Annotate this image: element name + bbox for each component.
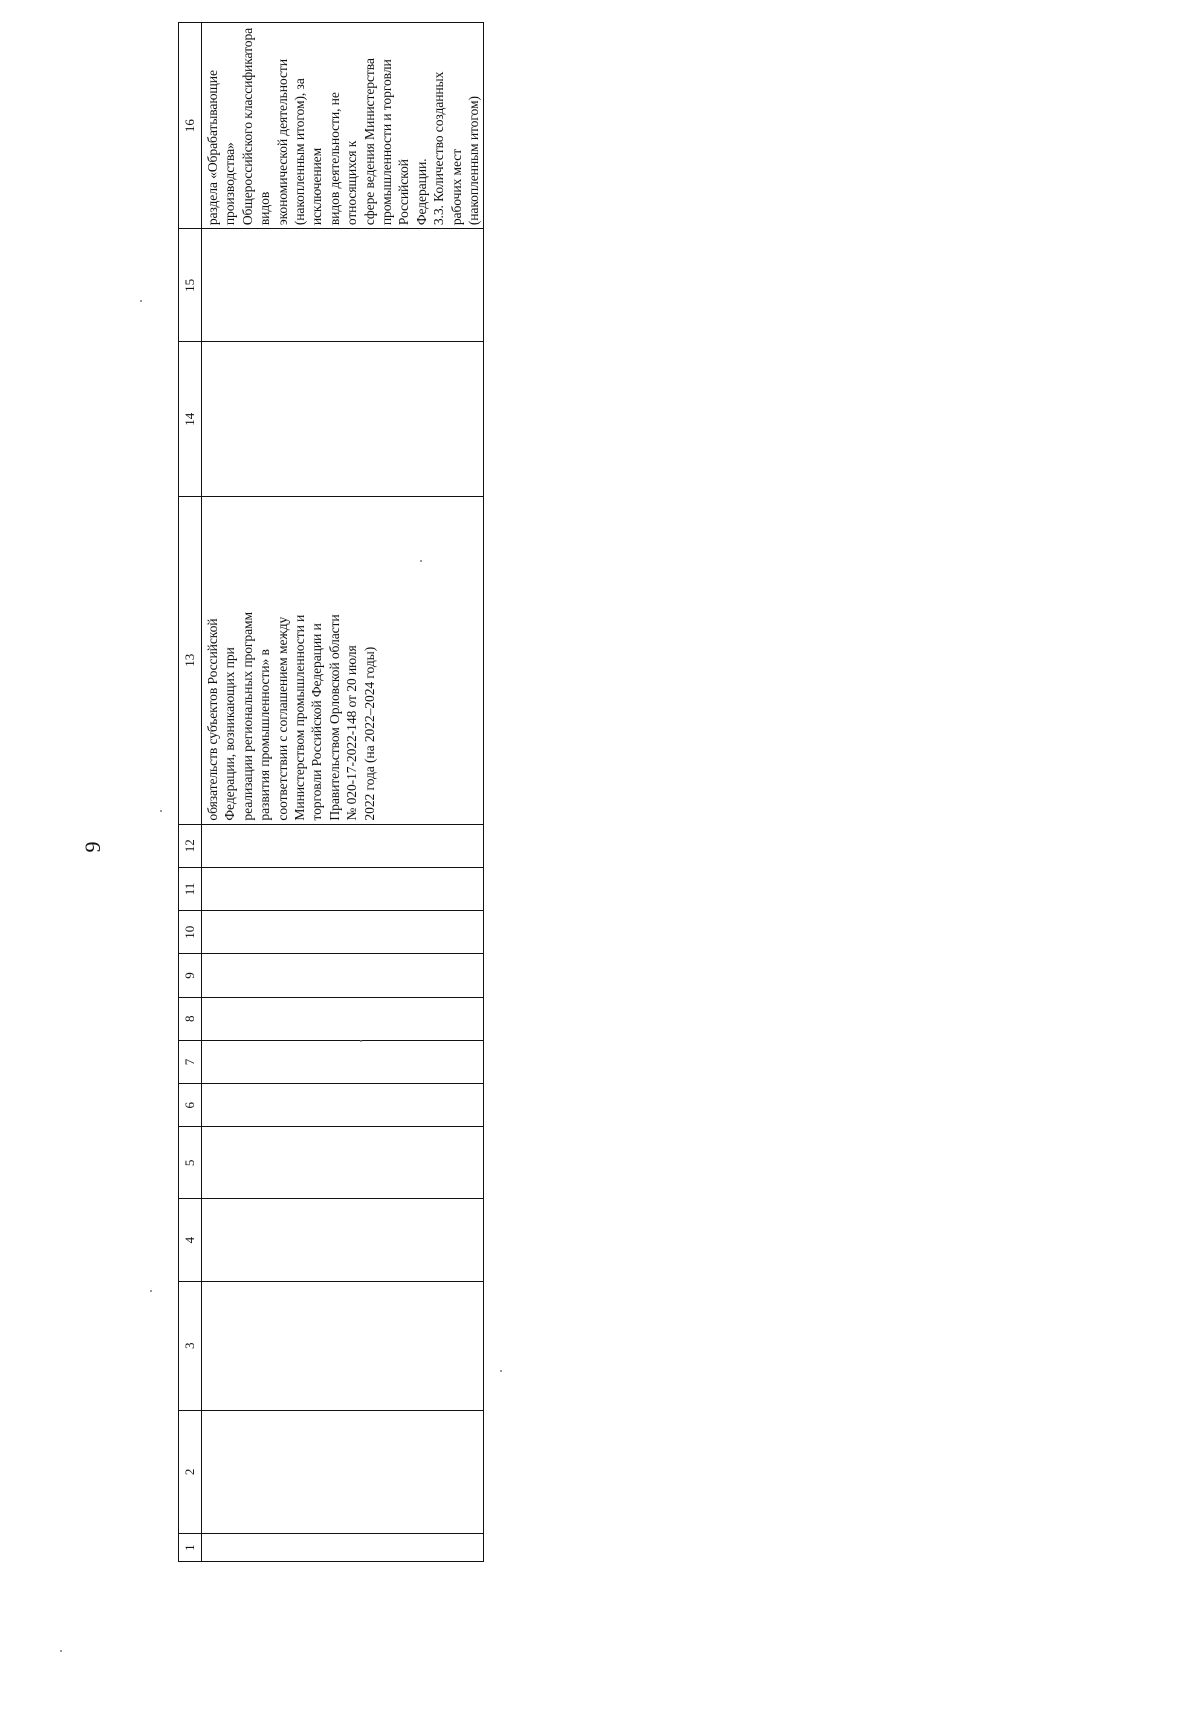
- scan-speck: [140, 300, 142, 302]
- column-number-10: 10: [179, 911, 202, 954]
- column-number-11: 11: [179, 867, 202, 910]
- scan-speck: [500, 1370, 502, 1372]
- cell-col-10: [202, 911, 484, 954]
- column-number-8: 8: [179, 997, 202, 1040]
- scan-speck: [160, 810, 162, 812]
- column-number-2: 2: [179, 1410, 202, 1534]
- cell-col-2: [202, 1410, 484, 1534]
- cell-col-9: [202, 954, 484, 997]
- scan-speck: [150, 1290, 152, 1292]
- cell-col-14: [202, 342, 484, 497]
- column-number-14: 14: [179, 342, 202, 497]
- column-number-6: 6: [179, 1084, 202, 1127]
- table-row: [202, 23, 484, 1562]
- cell-col-7: [202, 1040, 484, 1083]
- cell-col-6: [202, 1084, 484, 1127]
- column-number-9: 9: [179, 954, 202, 997]
- column-number-7: 7: [179, 1040, 202, 1083]
- column-number-15: 15: [179, 229, 202, 342]
- cell-col-11: [202, 867, 484, 910]
- cell-col-12: [202, 824, 484, 867]
- column-number-3: 3: [179, 1281, 202, 1410]
- rotated-table-container: [178, 22, 482, 1562]
- indicator-description-text: раздела «Обрабатывающие производства» Общероссийского классификатора видов экономической деятельности (накопленным итогом), за исключением видов деятельности, не относящихся к сфере ведения Министерства промышленности и торговли Российской Федерации. 3.3. Количество созданных рабочих мест (накопленным итогом): [205, 27, 482, 226]
- cell-col-15: [202, 229, 484, 342]
- cell-col-8: [202, 997, 484, 1040]
- column-number-4: 4: [179, 1199, 202, 1281]
- page-number: 9: [80, 841, 105, 853]
- indicators-table: [178, 22, 484, 1562]
- cell-col-16: [202, 23, 484, 229]
- cell-col-3: [202, 1281, 484, 1410]
- column-number-13: 13: [179, 497, 202, 825]
- document-table-wrapper: [178, 22, 482, 1562]
- cell-col-4: [202, 1199, 484, 1281]
- cell-col-13: [202, 497, 484, 825]
- column-number-12: 12: [179, 824, 202, 867]
- program-obligations-text: обязательств субъектов Российской Федерации, возникающих при реализации региональных программ развития промышленности» в соответствии с соглашением между Министерством промышленности и торговли Российской Федерации и Правительством Орловской области № 020-17-2022-148 от 20 июля 2022 года (на 2022–2024 годы): [205, 611, 377, 821]
- cell-col-1: [202, 1534, 484, 1562]
- column-number-5: 5: [179, 1127, 202, 1199]
- column-number-row: [179, 23, 202, 1562]
- scan-speck: [420, 560, 422, 562]
- scan-speck: [360, 1040, 362, 1042]
- column-number-1: 1: [179, 1534, 202, 1562]
- scan-speck: [60, 1650, 62, 1652]
- column-number-16: 16: [179, 23, 202, 229]
- cell-col-5: [202, 1127, 484, 1199]
